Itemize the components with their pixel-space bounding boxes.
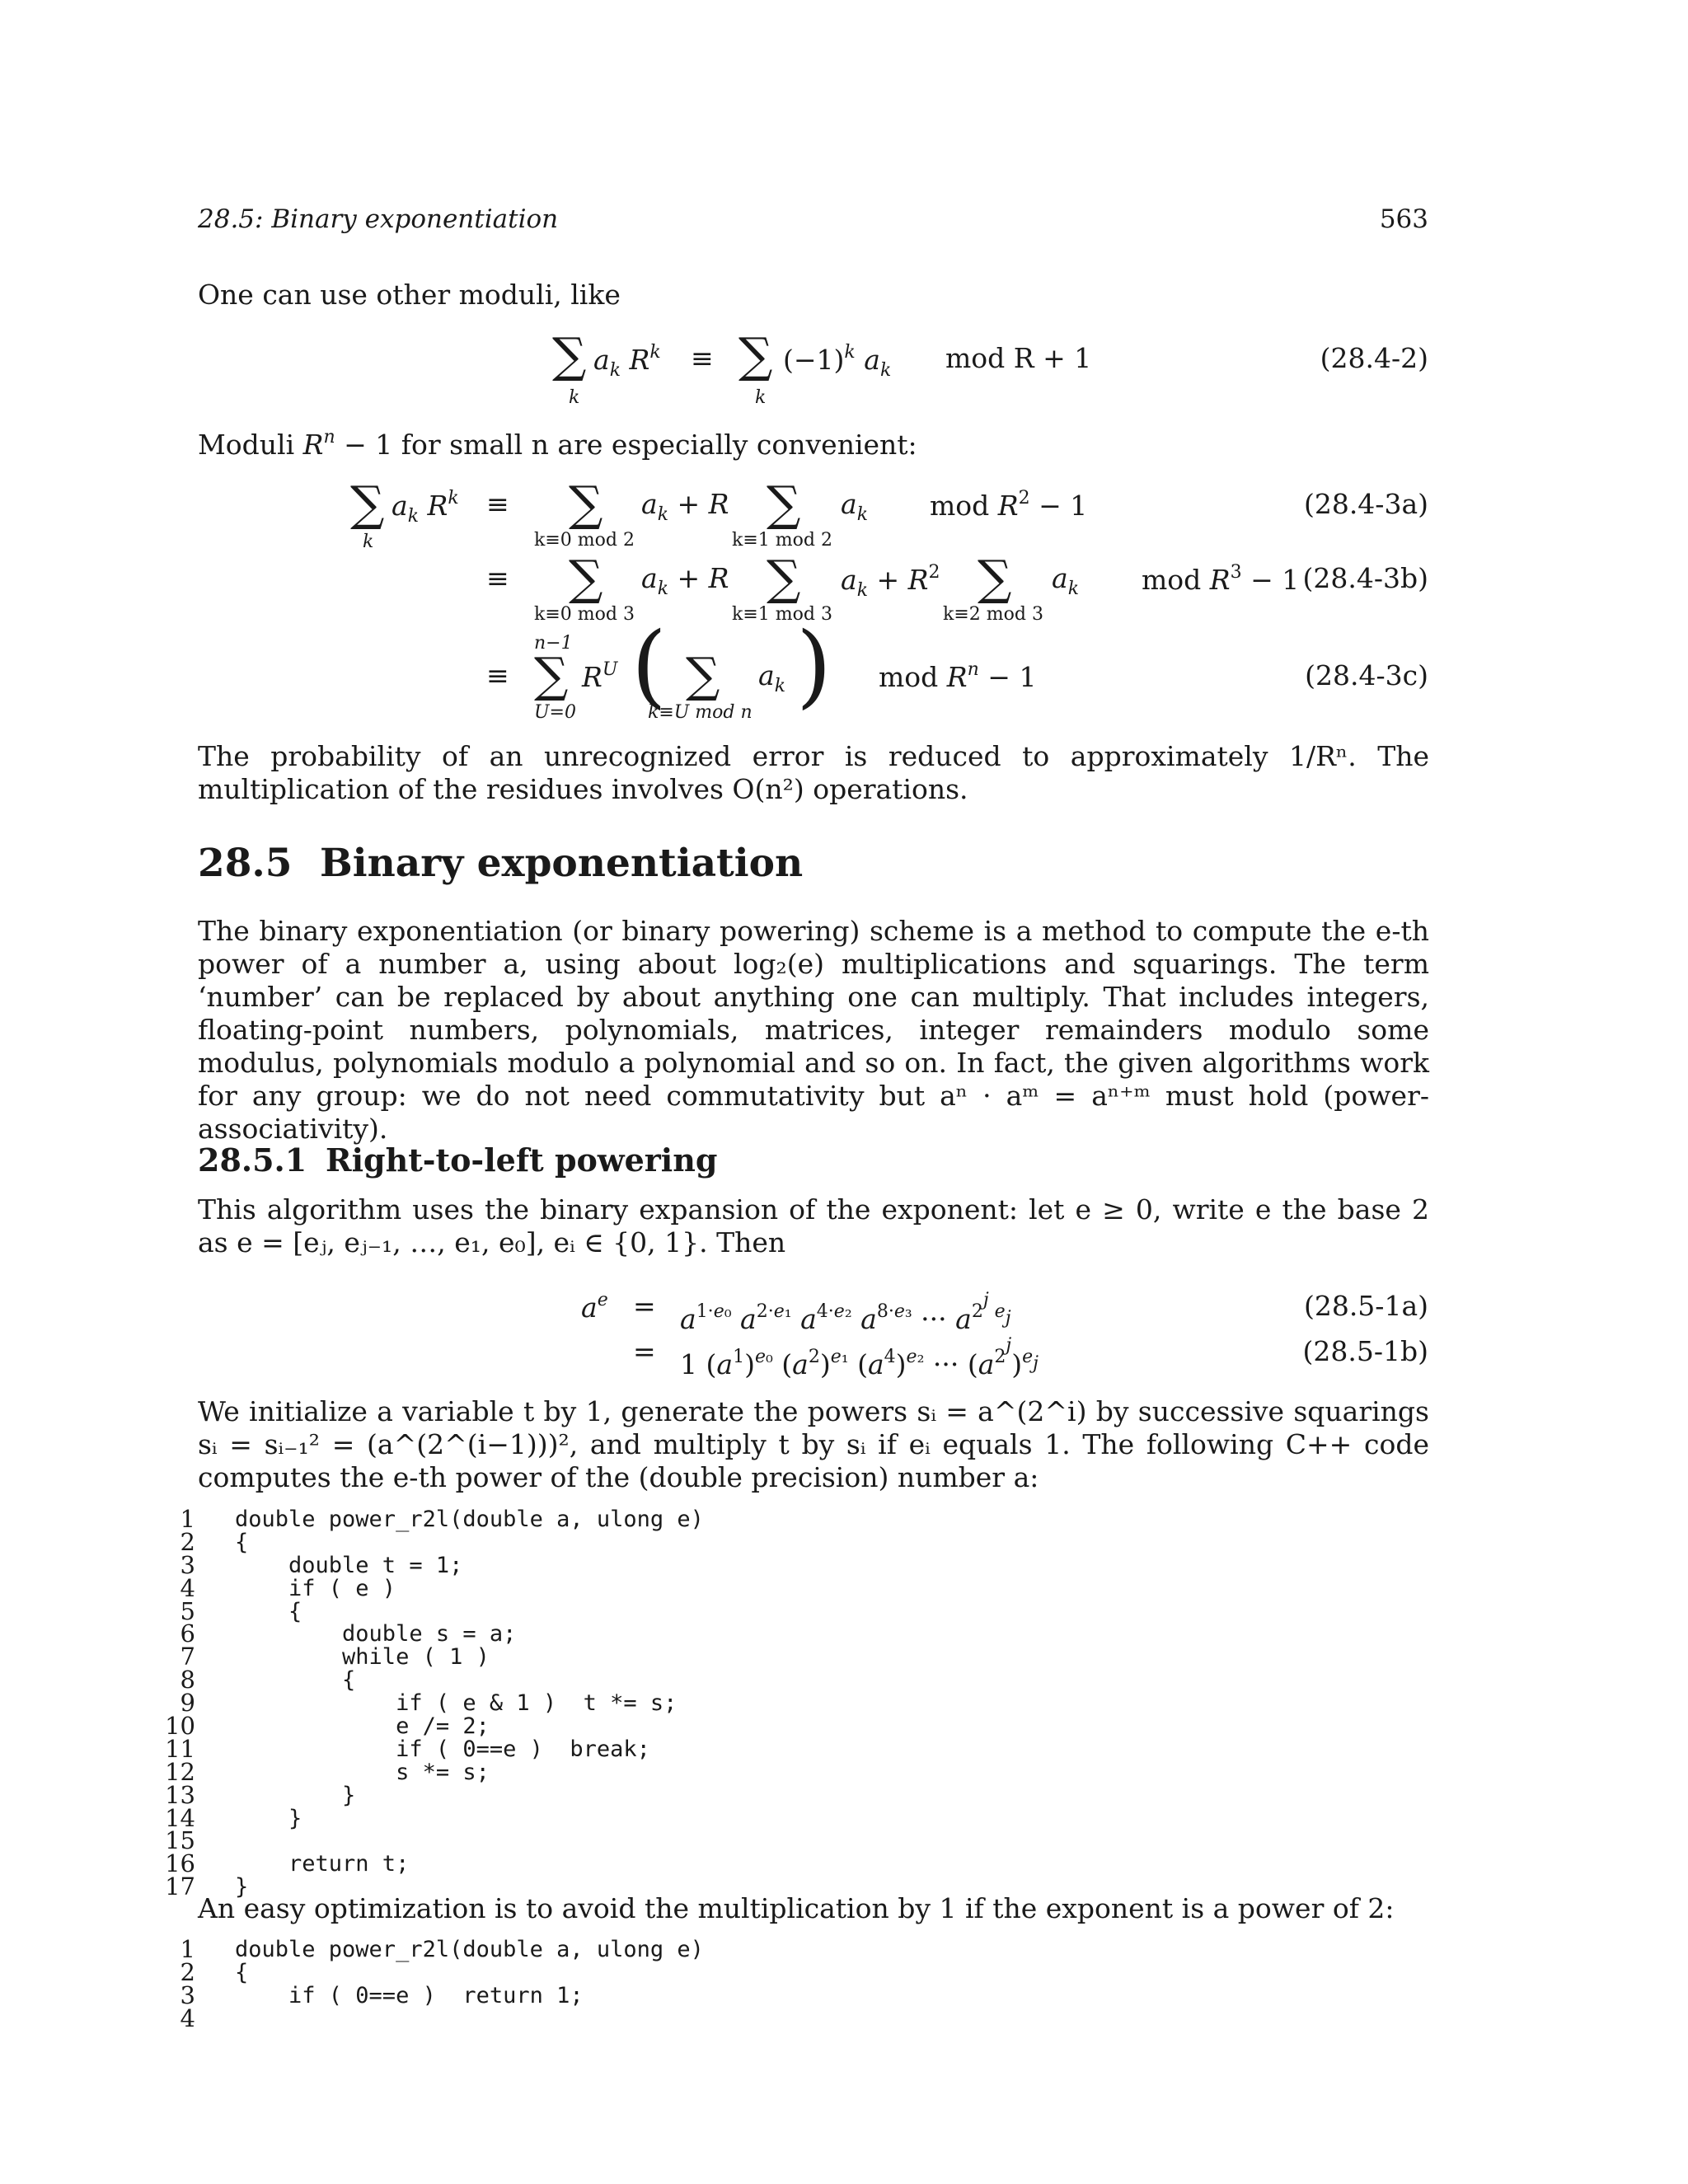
line-number: 7 xyxy=(180,1643,195,1671)
code-text: if ( 0==e ) break; xyxy=(235,1736,650,1762)
code-text: e /= 2; xyxy=(235,1713,490,1740)
eq-28-5-1b-number: (28.5-1b) xyxy=(1302,1335,1428,1367)
code-text: { xyxy=(235,1529,249,1555)
eq-28-4-2-number: (28.4-2) xyxy=(1320,342,1428,374)
code-text: } xyxy=(235,1782,356,1808)
init-text: We initialize a variable t by 1, generate the powers sᵢ = a^(2^i) by successive squarings sᵢ = sᵢ₋₁² = (a^(2^(i−1)))², and multiply t by sᵢ if eᵢ equals 1. The following C++ code computes the e-th power of the (double precision) number a: xyxy=(198,1395,1429,1493)
line-number: 16 xyxy=(165,1849,195,1878)
section-intro: The binary exponentiation (or binary powering) scheme is a method to compute the e-th power of a number a, using about log₂(e) multiplications and squarings. The term ‘number’ can be replaced by about anything one can multiply. That includes integers, floating-point numbers, polynomials, matrices, integer remainders modulo some modulus, polynomials modulo a polynomial and so on. In fact, the given algorithms work for any group: we do not need commutativity but aⁿ · aᵐ = aⁿ⁺ᵐ must hold (power-associativity). xyxy=(198,915,1429,1145)
line-number: 15 xyxy=(165,1826,195,1855)
code-text: double t = 1; xyxy=(235,1552,463,1578)
line-number: 12 xyxy=(165,1757,195,1786)
line-number: 3 xyxy=(180,1980,195,2009)
code-text: if ( e & 1 ) t *= s; xyxy=(235,1690,678,1717)
line-number: 5 xyxy=(180,1596,195,1625)
subsection-heading: 28.5.1 Right-to-left powering xyxy=(198,1141,718,1179)
code-text: return t; xyxy=(235,1851,410,1877)
line-number: 13 xyxy=(165,1780,195,1809)
line-number: 2 xyxy=(180,1527,195,1556)
line-number: 6 xyxy=(180,1619,195,1648)
line-number: 17 xyxy=(165,1872,195,1901)
code-text: { xyxy=(235,1667,356,1694)
code-text: double power_r2l(double a, ulong e) xyxy=(235,1507,704,1532)
eq-28-5-1a-number: (28.5-1a) xyxy=(1303,1290,1428,1322)
intro-text: One can use other moduli, like xyxy=(198,279,621,311)
running-header-title: 28.5: Binary exponentiation xyxy=(198,204,559,234)
code-text: if ( 0==e ) return 1; xyxy=(235,1982,584,2008)
code-text: { xyxy=(235,1598,302,1624)
probability-text: The probability of an unrecognized error is reduced to approximately 1/Rⁿ. The multiplication of the residues involves O(n²) operations. xyxy=(198,740,1429,805)
section-heading: 28.5 Binary exponentiation xyxy=(198,841,804,886)
eq-28-4-3c-number: (28.4-3c) xyxy=(1305,659,1428,691)
code-text: } xyxy=(235,1874,249,1900)
code-text: } xyxy=(235,1805,302,1831)
line-number: 2 xyxy=(180,1957,195,1986)
line-number: 3 xyxy=(180,1550,195,1579)
line-number: 8 xyxy=(180,1666,195,1694)
code-text: double s = a; xyxy=(235,1621,517,1647)
code-text: s *= s; xyxy=(235,1759,490,1785)
eq-28-4-3b-number: (28.4-3b) xyxy=(1302,562,1428,594)
line-number: 11 xyxy=(165,1734,195,1763)
line-number: 4 xyxy=(180,1573,195,1602)
line-number: 1 xyxy=(180,1935,195,1963)
line-number: 10 xyxy=(165,1712,195,1741)
line-number: 9 xyxy=(180,1689,195,1718)
code-text: if ( e ) xyxy=(235,1575,396,1601)
subsection-intro: This algorithm uses the binary expansion of the exponent: let e ≥ 0, write e the base 2 as e = [eⱼ, eⱼ₋₁, …, e₁, e₀], eᵢ ∈ {0, 1}. Then xyxy=(198,1193,1429,1258)
code-text: while ( 1 ) xyxy=(235,1644,490,1671)
line-number: 4 xyxy=(180,2004,195,2032)
code-text: double power_r2l(double a, ulong e) xyxy=(235,1937,704,1962)
optimization-text: An easy optimization is to avoid the multiplication by 1 if the exponent is a power of 2: xyxy=(198,1892,1395,1924)
line-number: 14 xyxy=(165,1803,195,1832)
moduli-text: Moduli $R^n - 1$ for small n are especially convenient: xyxy=(198,427,917,461)
eq-28-4-3a-number: (28.4-3a) xyxy=(1303,488,1428,520)
page-number: 563 xyxy=(1379,204,1428,234)
eq-28-4-2-mod: mod R + 1 xyxy=(945,342,1092,374)
line-number: 1 xyxy=(180,1505,195,1533)
code-text: { xyxy=(235,1959,249,1985)
